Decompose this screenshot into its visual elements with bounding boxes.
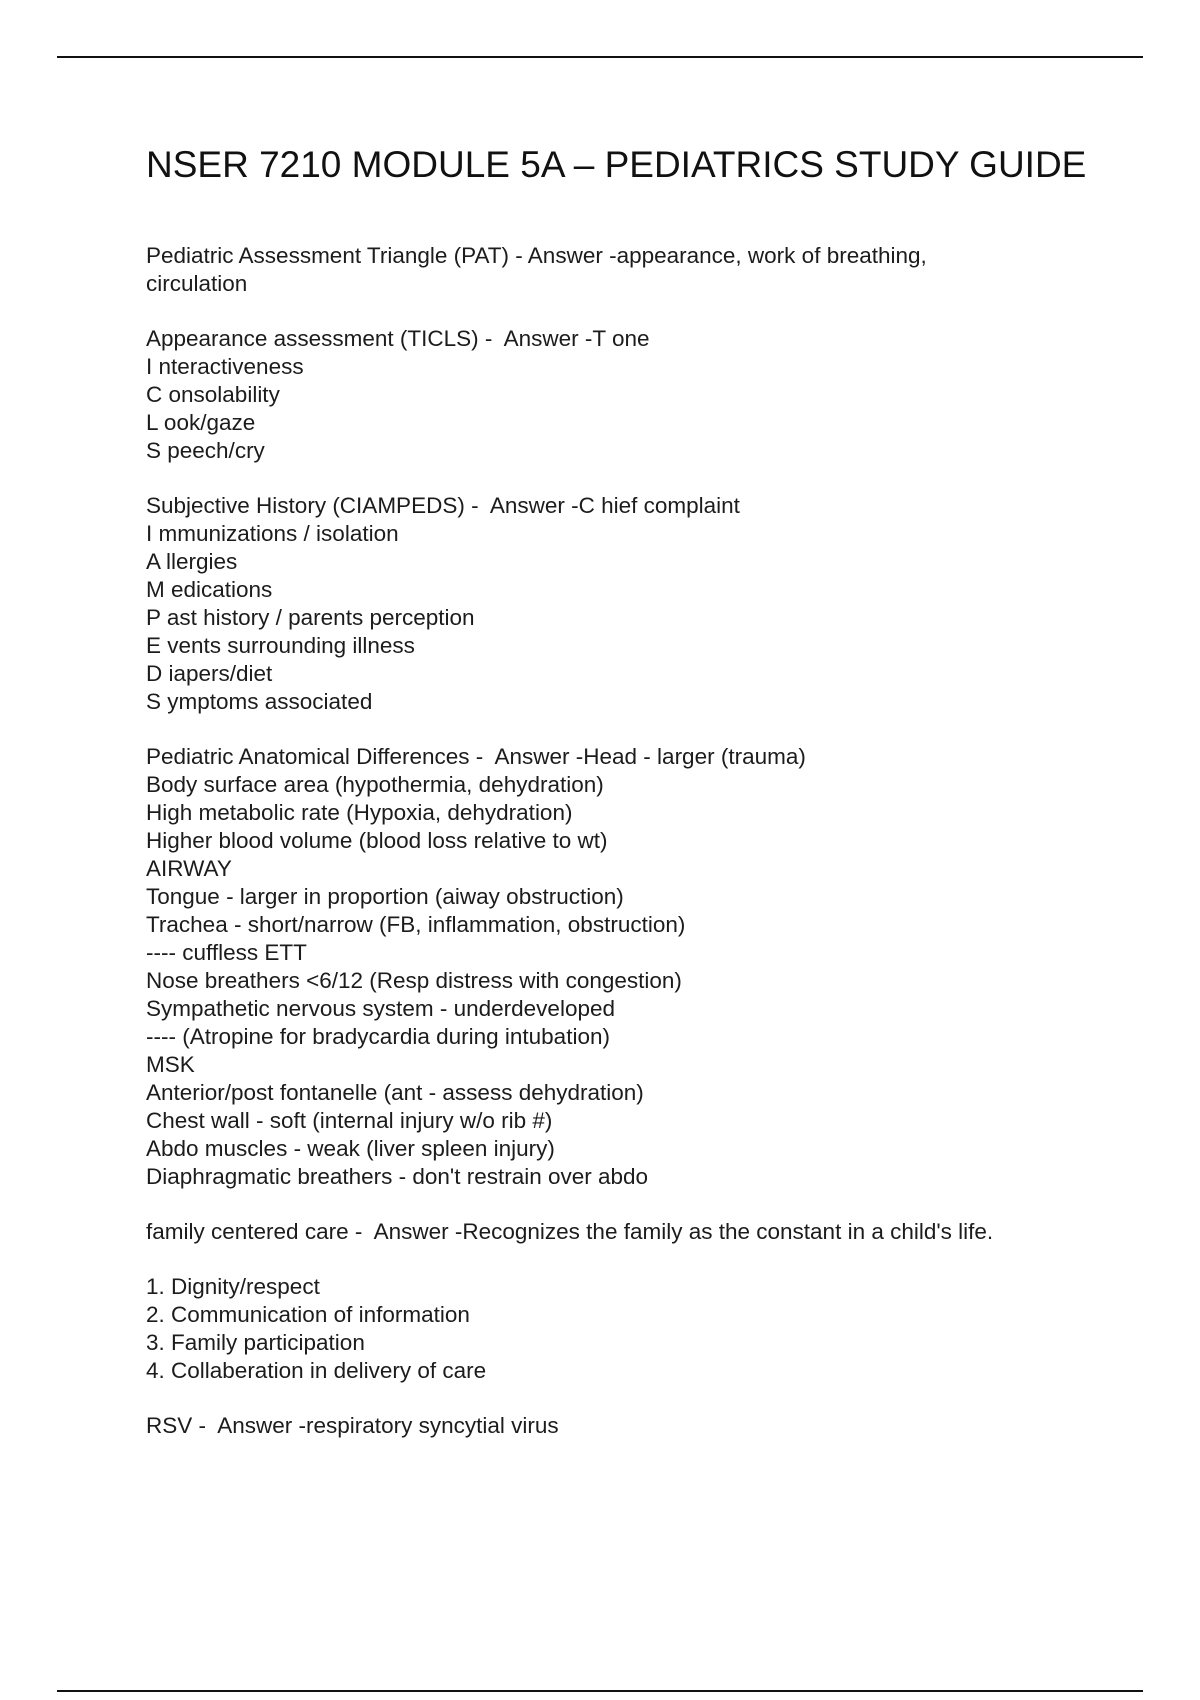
list-item: Sympathetic nervous system - underdeveloped [146, 996, 615, 1021]
list-item: 1. Dignity/respect [146, 1274, 320, 1299]
list-item: Trachea - short/narrow (FB, inflammation, obstruction) [146, 912, 686, 937]
section-ticls [146, 325, 1106, 465]
list-item: I nteractiveness [146, 354, 304, 379]
list-item: E vents surrounding illness [146, 633, 415, 658]
bottom-divider [57, 1690, 1143, 1692]
section-family-care-principles [146, 1273, 1106, 1385]
list-item: Pediatric Anatomical Differences - Answer -Head - larger (trauma) [146, 744, 806, 769]
list-item: D iapers/diet [146, 661, 273, 686]
list-item: Nose breathers <6/12 (Resp distress with congestion) [146, 968, 682, 993]
list-item: High metabolic rate (Hypoxia, dehydration) [146, 800, 573, 825]
section-rsv [146, 1412, 1106, 1440]
list-item: family centered care - Answer -Recognizes the family as the constant in a child's life. [146, 1219, 994, 1244]
list-item: I mmunizations / isolation [146, 521, 399, 546]
list-item: ---- cuffless ETT [146, 940, 307, 965]
list-item: Anterior/post fontanelle (ant - assess dehydration) [146, 1080, 644, 1105]
list-item: L ook/gaze [146, 410, 256, 435]
document-title: NSER 7210 MODULE 5A – PEDIATRICS STUDY GUIDE [146, 144, 1087, 185]
list-item: 3. Family participation [146, 1330, 365, 1355]
list-item: P ast history / parents perception [146, 605, 475, 630]
list-item: M edications [146, 577, 273, 602]
section-pat [146, 242, 1106, 298]
section-family-centered-care [146, 1218, 1106, 1246]
list-item: Abdo muscles - weak (liver spleen injury) [146, 1136, 555, 1161]
list-item: RSV - Answer -respiratory syncytial virus [146, 1413, 559, 1438]
list-item: 4. Collaberation in delivery of care [146, 1358, 487, 1383]
pat-answer-line: Pediatric Assessment Triangle (PAT) - Answer -appearance, work of breathing, circulation [146, 243, 927, 296]
list-item: MSK [146, 1052, 195, 1077]
section-anatomical-differences [146, 743, 1106, 1191]
list-item: AIRWAY [146, 856, 232, 881]
list-item: Tongue - larger in proportion (aiway obstruction) [146, 884, 624, 909]
list-item: C onsolability [146, 382, 280, 407]
list-item: Subjective History (CIAMPEDS) - Answer -C hief complaint [146, 493, 740, 518]
list-item: S ymptoms associated [146, 689, 373, 714]
top-divider [57, 56, 1143, 58]
list-item: Higher blood volume (blood loss relative to wt) [146, 828, 608, 853]
list-item: A llergies [146, 549, 238, 574]
list-item: 2. Communication of information [146, 1302, 470, 1327]
list-item: ---- (Atropine for bradycardia during intubation) [146, 1024, 610, 1049]
section-ciampeds [146, 492, 1106, 716]
list-item: Appearance assessment (TICLS) - Answer -T one [146, 326, 650, 351]
list-item: Body surface area (hypothermia, dehydration) [146, 772, 604, 797]
list-item: Chest wall - soft (internal injury w/o rib #) [146, 1108, 553, 1133]
list-item: S peech/cry [146, 438, 265, 463]
document-page [146, 140, 1106, 1440]
list-item: Diaphragmatic breathers - don't restrain over abdo [146, 1164, 649, 1189]
